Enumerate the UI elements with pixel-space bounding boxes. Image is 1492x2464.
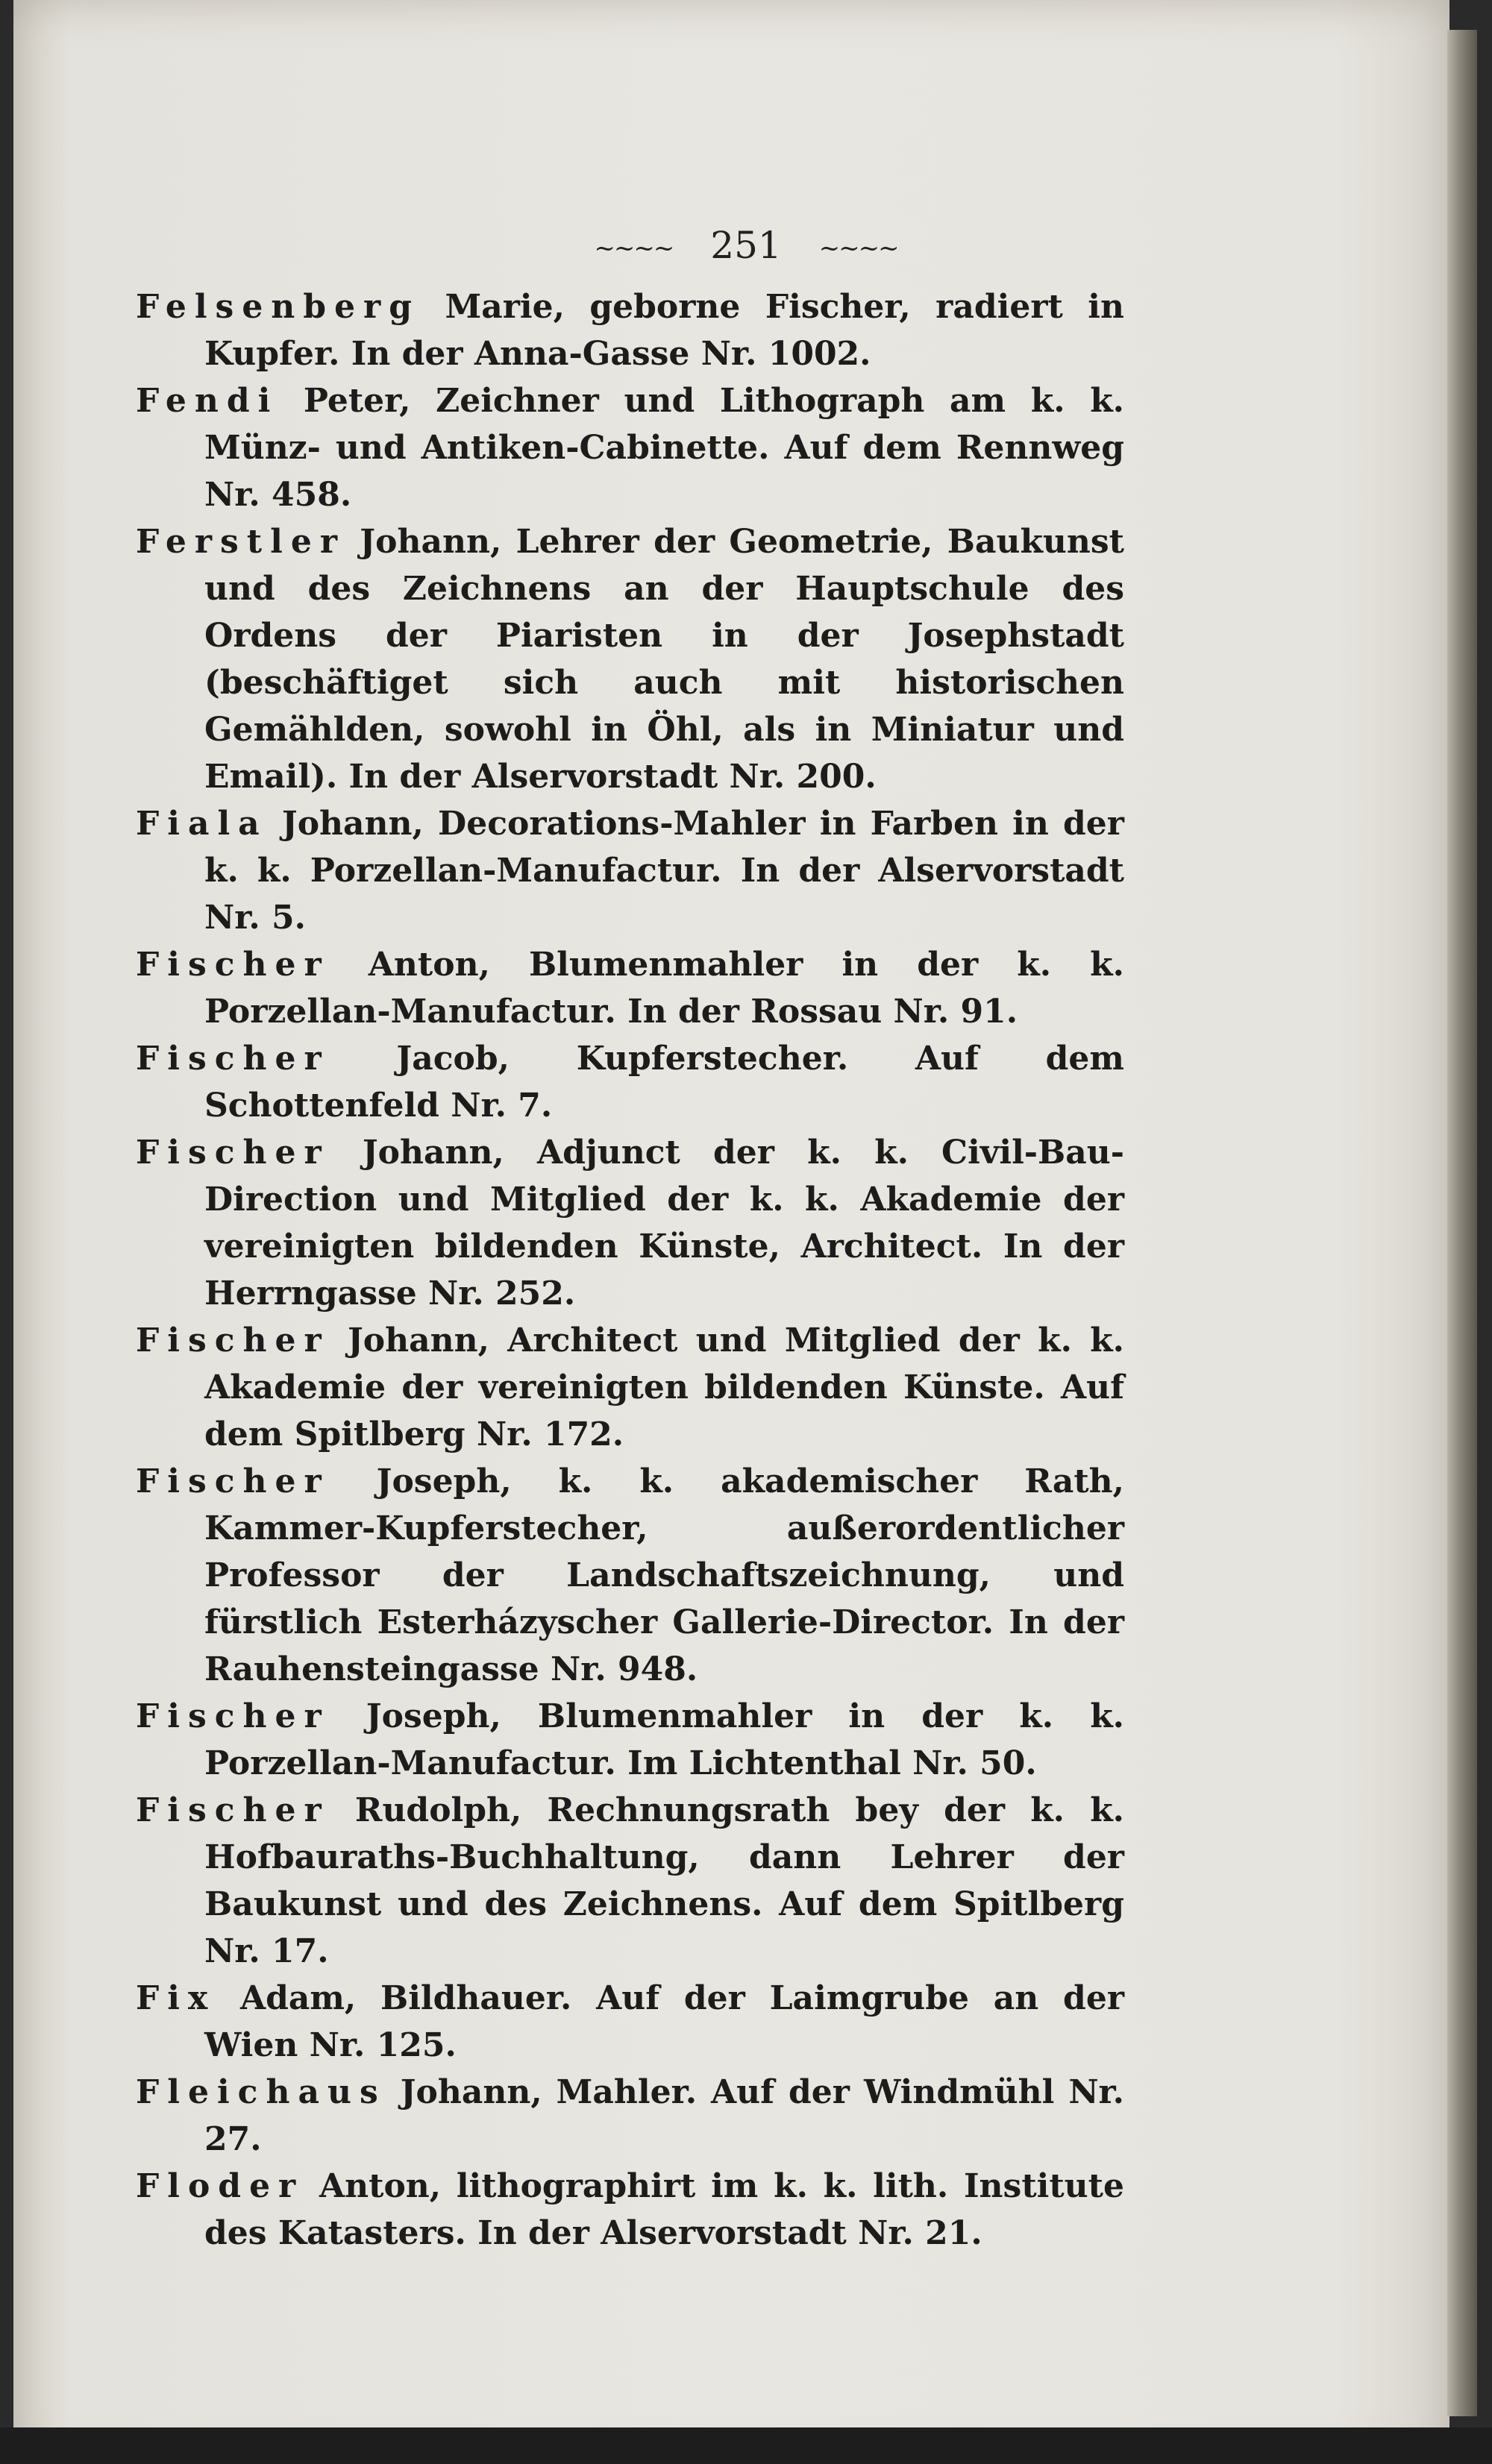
- entry: [136, 1317, 1124, 1458]
- page-edge: [1447, 30, 1477, 2416]
- entry-text: Joseph, Blumenmahler in der k. k. Porzellan-Manufactur. Im Lichtenthal Nr. 50.: [204, 1697, 1124, 1782]
- entry-name: Fendi: [136, 382, 279, 420]
- entry-name: Fischer: [136, 1697, 330, 1735]
- entry-text: Johann, Adjunct der k. k. Civil-Bau-Direction und Mitglied der k. k. Akademie der vereinigten bildenden Künste, Architect. In der Herrngasse Nr. 252.: [204, 1134, 1124, 1313]
- entry-name: Ferstler: [136, 523, 345, 561]
- entry-text: Johann, Decorations-Mahler in Farben in der k. k. Porzellan-Manufactur. In der Alservorstadt Nr. 5.: [204, 805, 1124, 937]
- entry-name: Felsenberg: [136, 288, 421, 326]
- entry: [136, 941, 1124, 1035]
- entry-name: Fischer: [136, 946, 330, 984]
- entry: [136, 1035, 1124, 1129]
- scan-border: [0, 2427, 1492, 2464]
- page-number: 251: [710, 224, 782, 267]
- entry-name: Floder: [136, 2167, 304, 2205]
- entry-text: Johann, Mahler. Auf der Windmühl Nr. 27.: [204, 2073, 1124, 2158]
- entry-text: Peter, Zeichner und Lithograph am k. k. Münz- und Antiken-Cabinette. Auf dem Rennweg Nr. 458.: [204, 382, 1124, 514]
- entry: [136, 1129, 1124, 1317]
- entry: [136, 1787, 1124, 1975]
- entry-name: Fix: [136, 1979, 216, 2017]
- entry-name: Fischer: [136, 1134, 330, 1172]
- entry-list: [136, 283, 1124, 2257]
- entry-name: Fiala: [136, 805, 268, 843]
- entry: [136, 1458, 1124, 1693]
- entry-name: Fischer: [136, 1321, 330, 1360]
- entry: [136, 1693, 1124, 1787]
- header-ornament-right: ~~~~: [818, 233, 898, 263]
- entry: [136, 377, 1124, 518]
- entry-text: Johann, Lehrer der Geometrie, Baukunst und des Zeichnens an der Hauptschule des Ordens der Piaristen in der Josephstadt (beschäftiget sich auch mit historischen Gemählden, sowohl in Öhl, als in Miniatur und Email). In der Alservorstadt Nr. 200.: [204, 523, 1124, 796]
- page-header: [0, 224, 1492, 267]
- entry: [136, 2069, 1124, 2163]
- entry-text: Adam, Bildhauer. Auf der Laimgrube an der Wien Nr. 125.: [204, 1979, 1124, 2064]
- entry-name: Fischer: [136, 1040, 330, 1078]
- entry-text: Anton, Blumenmahler in der k. k. Porzellan-Manufactur. In der Rossau Nr. 91.: [204, 946, 1124, 1031]
- entry-name: Fleichaus: [136, 2073, 386, 2111]
- entry: [136, 2163, 1124, 2257]
- entry-text: Anton, lithographirt im k. k. lith. Institute des Katasters. In der Alservorstadt Nr. 21.: [204, 2167, 1124, 2252]
- entry: [136, 283, 1124, 377]
- header-ornament-left: ~~~~: [594, 233, 674, 263]
- entry: [136, 800, 1124, 941]
- entry-text: Jacob, Kupferstecher. Auf dem Schottenfeld Nr. 7.: [204, 1040, 1124, 1125]
- entry-text: Rudolph, Rechnungsrath bey der k. k. Hofbauraths-Buchhaltung, dann Lehrer der Baukunst und des Zeichnens. Auf dem Spitlberg Nr. 17.: [204, 1791, 1124, 1970]
- entry-name: Fischer: [136, 1462, 330, 1500]
- entry-text: Johann, Architect und Mitglied der k. k. Akademie der vereinigten bildenden Künste. Auf dem Spitlberg Nr. 172.: [204, 1321, 1124, 1453]
- entry-text: Joseph, k. k. akademischer Rath, Kammer-Kupferstecher, außerordentlicher Professor der Landschaftszeichnung, und fürstlich Esterházyscher Gallerie-Director. In der Rauhensteingasse Nr. 948.: [204, 1462, 1124, 1688]
- entry: [136, 518, 1124, 800]
- entry-text: Marie, geborne Fischer, radiert in Kupfer. In der Anna-Gasse Nr. 1002.: [204, 288, 1124, 373]
- entry: [136, 1975, 1124, 2069]
- entry-name: Fischer: [136, 1791, 330, 1829]
